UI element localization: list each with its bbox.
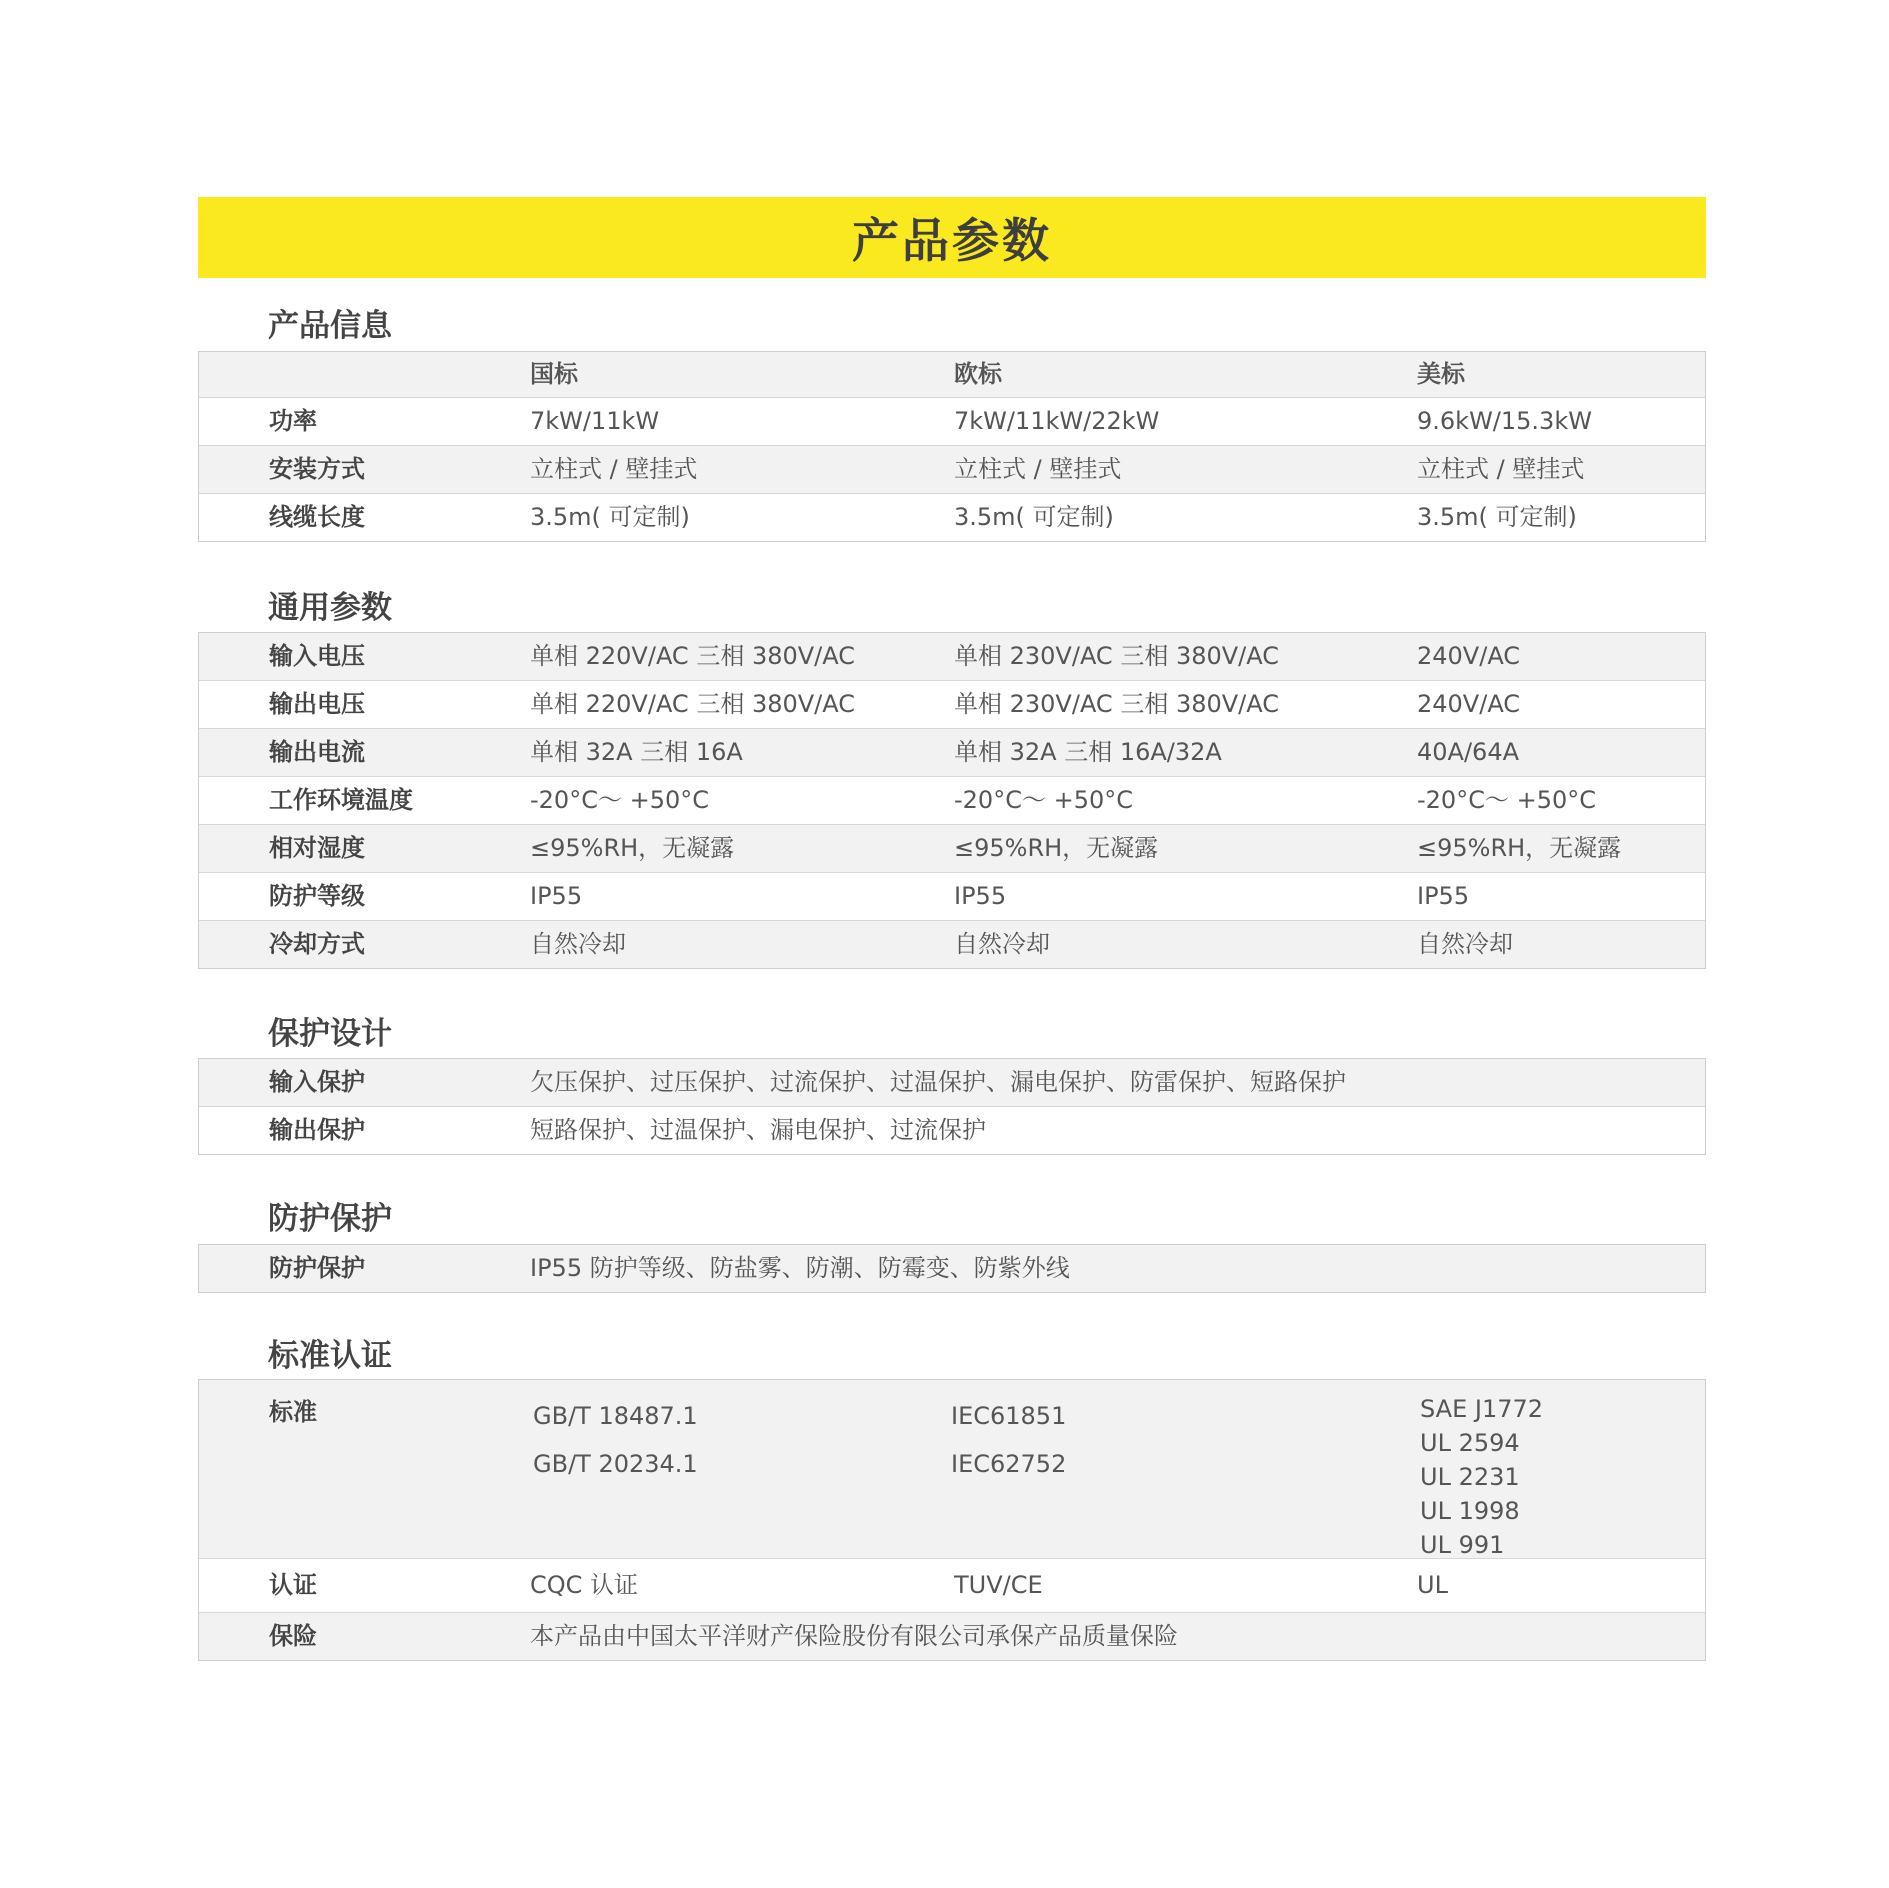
standards-us-list bbox=[1420, 1392, 1543, 1562]
list-item: IEC61851 bbox=[951, 1402, 1067, 1430]
table-row bbox=[199, 633, 1705, 680]
row-value: IP55 防护等级、防盐雾、防潮、防霉变、防紫外线 bbox=[530, 1254, 1070, 1282]
section-title-general: 通用参数 bbox=[268, 590, 392, 626]
section-title-protection: 防护保护 bbox=[268, 1201, 392, 1237]
row-label: 输入电压 bbox=[269, 642, 365, 670]
row-value-us: ≤95%RH，无凝露 bbox=[1417, 834, 1622, 862]
row-value-us: 240V/AC bbox=[1417, 690, 1521, 718]
row-label: 标准 bbox=[269, 1398, 317, 1426]
table-row bbox=[199, 1059, 1705, 1106]
certification-table bbox=[198, 1379, 1706, 1661]
table-row bbox=[199, 776, 1705, 824]
title-banner bbox=[198, 197, 1706, 278]
table-row bbox=[199, 728, 1705, 776]
row-value-gb: -20°C～ +50°C bbox=[530, 786, 709, 814]
table-row bbox=[199, 1558, 1705, 1612]
row-value-us: IP55 bbox=[1417, 882, 1470, 910]
table-row bbox=[199, 872, 1705, 920]
row-label: 认证 bbox=[269, 1571, 317, 1599]
row-value-eu: 立柱式 / 壁挂式 bbox=[954, 455, 1122, 483]
protection-design-table bbox=[198, 1058, 1706, 1155]
row-value-eu: 单相 230V/AC 三相 380V/AC bbox=[954, 642, 1280, 670]
row-value-us: 240V/AC bbox=[1417, 642, 1521, 670]
row-label: 安装方式 bbox=[269, 455, 365, 483]
product-info-table bbox=[198, 351, 1706, 542]
row-value-gb: 3.5m( 可定制) bbox=[530, 503, 690, 531]
row-value-gb: 7kW/11kW bbox=[530, 407, 660, 435]
list-item: UL 2594 bbox=[1420, 1429, 1520, 1457]
header-eu: 欧标 bbox=[954, 360, 1002, 388]
standards-eu-list bbox=[951, 1392, 1066, 1488]
row-label: 冷却方式 bbox=[269, 930, 365, 958]
list-item: GB/T 18487.1 bbox=[533, 1402, 698, 1430]
row-value-eu: -20°C～ +50°C bbox=[954, 786, 1133, 814]
list-item: GB/T 20234.1 bbox=[533, 1450, 698, 1478]
table-row bbox=[199, 920, 1705, 968]
row-label: 输出电压 bbox=[269, 690, 365, 718]
row-label: 工作环境温度 bbox=[269, 786, 413, 814]
table-row bbox=[199, 445, 1705, 493]
row-value-us: -20°C～ +50°C bbox=[1417, 786, 1596, 814]
row-value-gb: CQC 认证 bbox=[530, 1571, 639, 1599]
list-item: IEC62752 bbox=[951, 1450, 1067, 1478]
row-value: 短路保护、过温保护、漏电保护、过流保护 bbox=[530, 1116, 986, 1144]
table-row bbox=[199, 824, 1705, 872]
row-value-us: 40A/64A bbox=[1417, 738, 1519, 766]
row-label: 防护保护 bbox=[269, 1254, 365, 1282]
row-value-us: 立柱式 / 壁挂式 bbox=[1417, 455, 1585, 483]
table-row bbox=[199, 1612, 1705, 1660]
row-label: 功率 bbox=[269, 407, 317, 435]
table-row bbox=[199, 680, 1705, 728]
list-item: UL 1998 bbox=[1420, 1497, 1520, 1525]
table-row bbox=[199, 493, 1705, 541]
row-value-eu: 单相 230V/AC 三相 380V/AC bbox=[954, 690, 1280, 718]
standards-gb-list bbox=[533, 1392, 698, 1488]
row-value-gb: 自然冷却 bbox=[530, 930, 626, 958]
section-title-certification: 标准认证 bbox=[268, 1338, 392, 1374]
row-label: 防护等级 bbox=[269, 882, 365, 910]
row-value-eu: IP55 bbox=[954, 882, 1007, 910]
row-value-eu: 单相 32A 三相 16A/32A bbox=[954, 738, 1222, 766]
header-gb: 国标 bbox=[530, 360, 578, 388]
row-label: 线缆长度 bbox=[269, 503, 365, 531]
list-item: UL 2231 bbox=[1420, 1463, 1520, 1491]
row-value-eu: 7kW/11kW/22kW bbox=[954, 407, 1160, 435]
row-label: 保险 bbox=[269, 1622, 317, 1650]
table-row bbox=[199, 1106, 1705, 1154]
row-value-eu: 自然冷却 bbox=[954, 930, 1050, 958]
list-item: SAE J1772 bbox=[1420, 1395, 1544, 1423]
row-label: 相对湿度 bbox=[269, 834, 365, 862]
header-us: 美标 bbox=[1417, 360, 1465, 388]
general-params-table bbox=[198, 632, 1706, 969]
section-title-protection-design: 保护设计 bbox=[268, 1016, 392, 1052]
page-title: 产品参数 bbox=[852, 214, 1052, 269]
row-label: 输出保护 bbox=[269, 1116, 365, 1144]
row-value-gb: 单相 220V/AC 三相 380V/AC bbox=[530, 690, 856, 718]
protection-table bbox=[198, 1244, 1706, 1293]
row-label: 输出电流 bbox=[269, 738, 365, 766]
row-value-us: 自然冷却 bbox=[1417, 930, 1513, 958]
table-header-row bbox=[199, 352, 1705, 397]
table-row bbox=[199, 397, 1705, 445]
row-value-eu: 3.5m( 可定制) bbox=[954, 503, 1114, 531]
standards-row bbox=[199, 1380, 1705, 1558]
row-value: 欠压保护、过压保护、过流保护、过温保护、漏电保护、防雷保护、短路保护 bbox=[530, 1068, 1346, 1096]
row-value-eu: ≤95%RH，无凝露 bbox=[954, 834, 1159, 862]
table-row bbox=[199, 1245, 1705, 1292]
row-value-gb: IP55 bbox=[530, 882, 583, 910]
row-value-gb: 立柱式 / 壁挂式 bbox=[530, 455, 698, 483]
row-value-eu: TUV/CE bbox=[954, 1571, 1043, 1599]
row-value-us: 9.6kW/15.3kW bbox=[1417, 407, 1592, 435]
row-value-us: 3.5m( 可定制) bbox=[1417, 503, 1577, 531]
row-value-gb: ≤95%RH，无凝露 bbox=[530, 834, 735, 862]
section-title-product-info: 产品信息 bbox=[268, 308, 392, 344]
row-value-us: UL bbox=[1417, 1571, 1448, 1599]
row-value-gb: 单相 220V/AC 三相 380V/AC bbox=[530, 642, 856, 670]
row-value-gb: 单相 32A 三相 16A bbox=[530, 738, 743, 766]
row-value: 本产品由中国太平洋财产保险股份有限公司承保产品质量保险 bbox=[530, 1622, 1178, 1650]
list-item: UL 991 bbox=[1420, 1531, 1505, 1559]
row-label: 输入保护 bbox=[269, 1068, 365, 1096]
